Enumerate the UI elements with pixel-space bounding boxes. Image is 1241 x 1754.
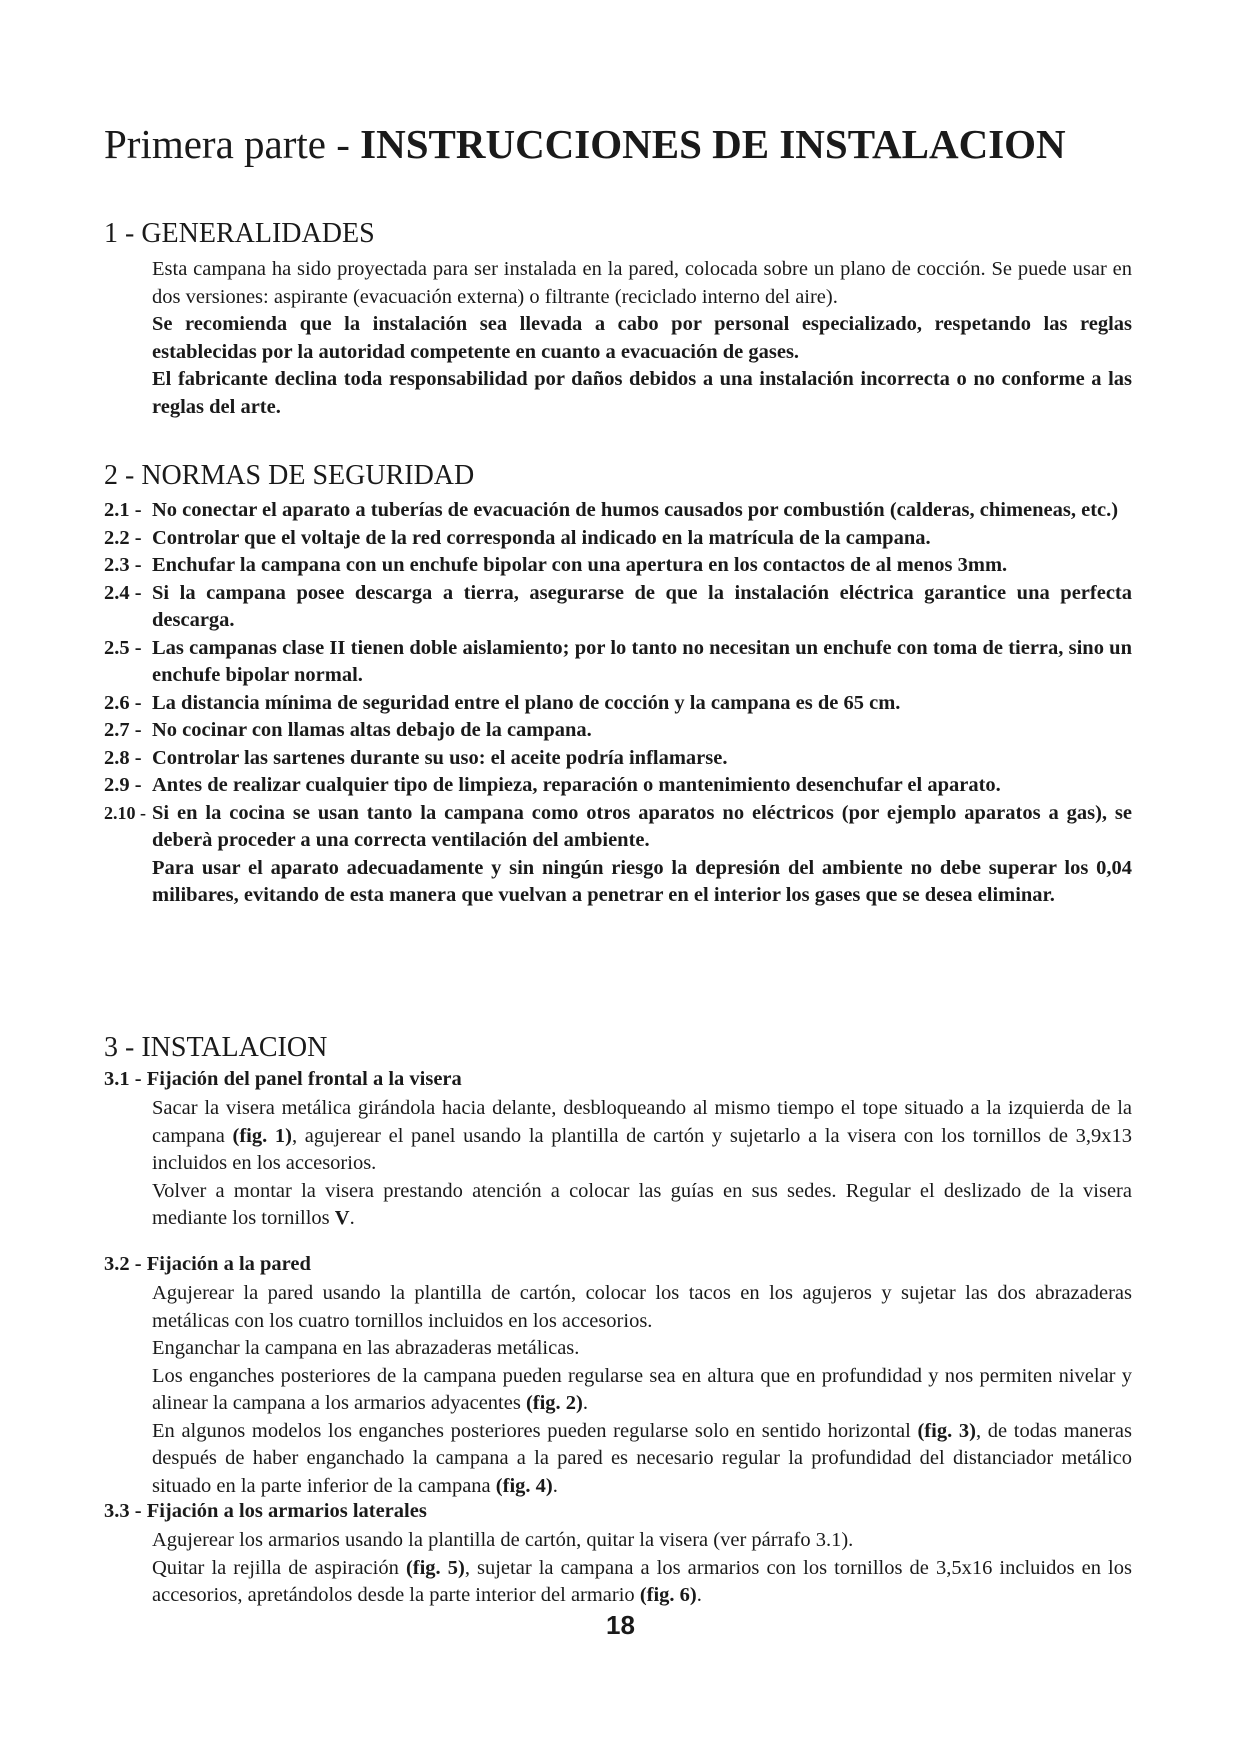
section-1-heading: 1 - GENERALIDADES — [104, 218, 375, 249]
section-1-paragraph-2: Se recomienda que la instalación sea llevada a cabo por personal especializado, respetando las reglas establecidas por la autoridad competente en cuanto a evacuación de gases. — [152, 313, 1132, 363]
list-item-text: Enchufar la campana con un enchufe bipolar con una apertura en los contactos de al menos 3mm. — [152, 554, 1008, 576]
subsection-3-2-paragraph-1: Agujerear la pared usando la plantilla de cartón, colocar los tacos en los agujeros y sujetar las dos abrazaderas metálicas con los cuatro tornillos incluidos en los accesorios. — [152, 1282, 1132, 1332]
list-item — [104, 690, 1132, 718]
page-title — [104, 120, 1066, 168]
list-item-text: Si la campana posee descarga a tierra, asegurarse de que la instalación eléctrica garantice una perfecta descarga. — [152, 581, 1132, 631]
text-run: , agujerear el panel usando la plantilla de cartón y sujetarlo a la visera con los tornillos de 3,9x13 incluidos en los accesorios. — [152, 1124, 1133, 1174]
page-number: 18 — [606, 1610, 635, 1640]
subsection-3-3-paragraph-2 — [152, 1555, 1132, 1610]
list-item-number: 2.6 - — [104, 691, 142, 714]
section-1-paragraph-3: El fabricante declina toda responsabilidad por daños debidos a una instalación incorrecta o no conforme a las reglas del arte. — [152, 368, 1132, 418]
figure-reference: (fig. 5) — [405, 1556, 465, 1579]
list-item — [104, 552, 1132, 580]
list-item-number: 2.3 - — [104, 554, 142, 576]
list-item — [104, 635, 1132, 690]
text-run: Los enganches posteriores de la campana pueden regularse sea en altura que en profundidad y nos permiten nivelar y alinear la campana a los armarios adyacentes — [152, 1364, 1132, 1414]
figure-reference: (fig. 4) — [495, 1474, 553, 1497]
subsection-3-2-paragraph-4 — [152, 1418, 1132, 1501]
subsection-3-1-body — [152, 1095, 1132, 1233]
subsection-3-3-body — [152, 1527, 1132, 1610]
section-3-heading: 3 - INSTALACION — [104, 1032, 328, 1063]
subsection-3-1-paragraph-1 — [152, 1095, 1132, 1178]
list-item-number: 2.1 - — [104, 499, 142, 521]
list-item — [104, 717, 1132, 745]
section-1-paragraph-1: Esta campana ha sido proyectada para ser instalada en la pared, colocada sobre un plano de cocción. Se puede usar en dos versiones: aspirante (evacuación externa) o filtrante (reciclado interno del aire). — [152, 258, 1132, 308]
list-item — [104, 745, 1132, 773]
list-item-number: 2.10 - — [104, 802, 146, 823]
figure-reference: (fig. 3) — [917, 1419, 976, 1442]
list-item-number: 2.8 - — [104, 746, 142, 769]
figure-reference: (fig. 1) — [232, 1124, 292, 1147]
list-item-number: 2.9 - — [104, 774, 142, 796]
subsection-3-1-paragraph-2 — [152, 1178, 1132, 1233]
screw-reference: V — [334, 1207, 350, 1229]
list-item-text: Controlar las sartenes durante su uso: el aceite podría inflamarse. — [152, 746, 728, 769]
list-item-text: La distancia mínima de seguridad entre el plano de cocción y la campana es de 65 cm. — [152, 691, 901, 714]
subsection-3-2-paragraph-2: Enganchar la campana en las abrazaderas metálicas. — [152, 1337, 580, 1359]
title-prefix: Primera parte - — [104, 121, 361, 167]
list-item-number: 2.7 - — [104, 719, 142, 741]
list-item — [104, 772, 1132, 800]
subsection-3-1-heading: 3.1 - Fijación del panel frontal a la visera — [104, 1068, 462, 1090]
list-item-text: Si en la cocina se usan tanto la campana como otros aparatos no eléctricos (por ejemplo aparatos a gas), se deberà proceder a una correcta ventilación del ambiente. — [152, 801, 1132, 851]
list-item-text: Antes de realizar cualquier tipo de limpieza, reparación o mantenimiento desenchufar el aparato. — [152, 774, 1001, 796]
text-run: . — [349, 1207, 355, 1229]
section-1-body — [152, 256, 1132, 421]
subsection-3-3-heading: 3.3 - Fijación a los armarios laterales — [104, 1500, 427, 1522]
text-run: . — [582, 1392, 588, 1414]
list-item-continuation — [104, 855, 1132, 910]
list-item-number: 2.2 - — [104, 526, 142, 549]
subsection-3-2-body — [152, 1280, 1132, 1500]
list-item-text: No conectar el aparato a tuberías de evacuación de humos causados por combustión (calderas, chimeneas, etc.) — [152, 499, 1119, 521]
list-item — [104, 497, 1132, 525]
text-run: En algunos modelos los enganches posteriores pueden regularse solo en sentido horizontal — [152, 1419, 918, 1442]
subsection-3-2-heading: 3.2 - Fijación a la pared — [104, 1253, 311, 1275]
text-run: , de todas maneras después de haber enganchado la campana a la pared es necesario regular la profundidad del distanciador metálico situado en la parte inferior de la campana — [152, 1419, 1133, 1497]
text-run: Volver a montar la visera prestando atención a colocar las guías en sus sedes. Regular el deslizado de la visera mediante los tornillos — [152, 1179, 1132, 1229]
figure-reference: (fig. 2) — [525, 1392, 583, 1414]
text-run: Quitar la rejilla de aspiración — [152, 1556, 406, 1579]
figure-reference: (fig. 6) — [639, 1584, 697, 1606]
list-item — [104, 525, 1132, 553]
list-item-text: No cocinar con llamas altas debajo de la campana. — [152, 719, 592, 741]
list-item — [104, 580, 1132, 635]
list-item-number: 2.4 - — [104, 581, 142, 604]
list-item-number: 2.5 - — [104, 636, 142, 659]
list-item-text: Controlar que el voltaje de la red corresponda al indicado en la matrícula de la campana. — [152, 526, 931, 549]
list-item-text: Las campanas clase II tienen doble aislamiento; por lo tanto no necesitan un enchufe con toma de tierra, sino un enchufe bipolar normal. — [152, 636, 1132, 686]
list-item — [104, 800, 1132, 855]
subsection-3-2-paragraph-3 — [152, 1363, 1132, 1418]
section-2-heading: 2 - NORMAS DE SEGURIDAD — [104, 460, 475, 491]
text-run: . — [552, 1474, 558, 1497]
text-run: , sujetar la campana a los armarios con los tornillos de 3,5x16 incluidos en los accesorios, apretándolos desde la parte interior del armario — [152, 1556, 1132, 1606]
title-main: INSTRUCCIONES DE INSTALACION — [360, 121, 1066, 167]
text-run: . — [696, 1584, 702, 1606]
subsection-3-3-paragraph-1: Agujerear los armarios usando la plantilla de cartón, quitar la visera (ver párrafo 3.1). — [152, 1529, 854, 1551]
text-run: Sacar la visera metálica girándola hacia delante, desbloqueando al mismo tiempo el tope situado a la izquierda de la campana — [152, 1097, 1132, 1147]
list-item-extra-text: Para usar el aparato adecuadamente y sin ningún riesgo la depresión del ambiente no debe superar los 0,04 milibares, evitando de esta manera que vuelvan a penetrar en el interior los gases que se desea eliminar. — [152, 856, 1132, 906]
safety-list — [104, 497, 1132, 910]
